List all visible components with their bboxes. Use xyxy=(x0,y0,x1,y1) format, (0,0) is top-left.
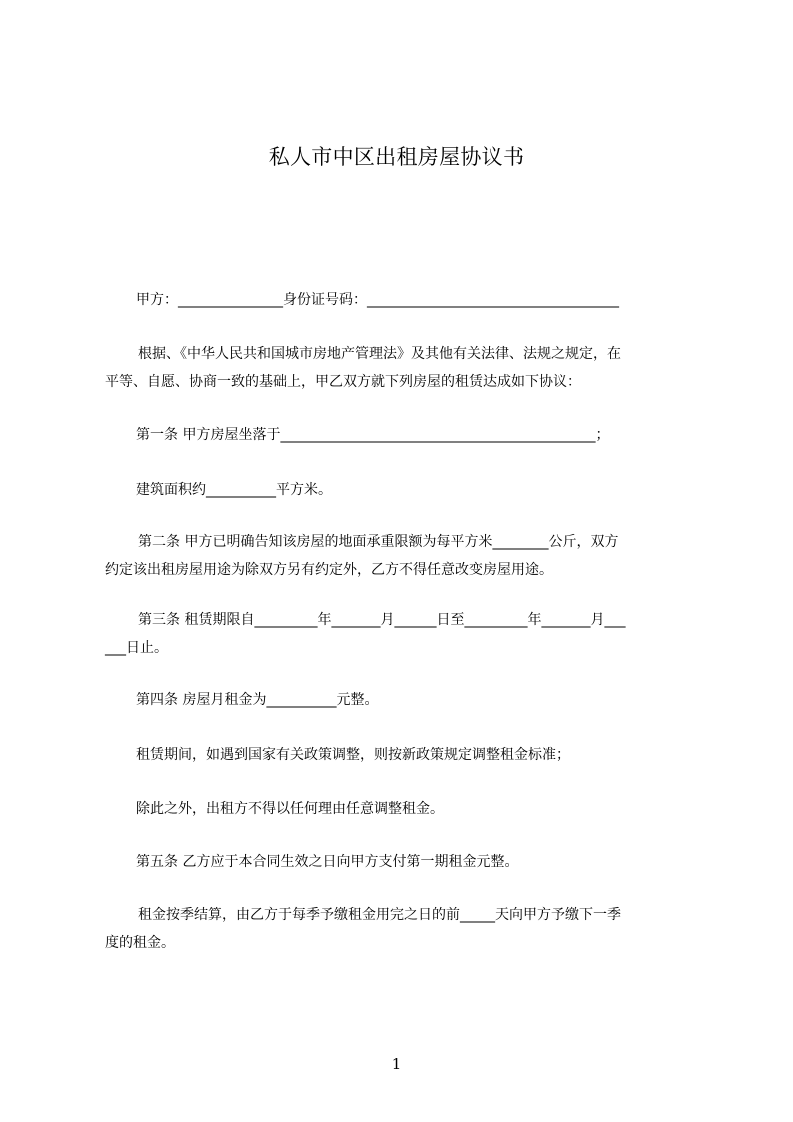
preamble-line-1: 根据、《中华人民共和国城市房地产管理法》及其他有关法律、法规之规定，在 xyxy=(138,346,621,362)
page-number: 1 xyxy=(391,1055,402,1073)
article-2-line-2: 约定该出租房屋用途为除双方另有约定外，乙方不得任意改变房屋用途。 xyxy=(105,562,553,578)
document-title: 私人市中区出租房屋协议书 xyxy=(268,145,525,169)
article-5-first-payment: 第五条 乙方应于本合同生效之日向甲方支付第一期租金元整。 xyxy=(136,854,519,870)
article-1-area: 建筑面积约__________平方米。 xyxy=(136,482,332,498)
party-a-id-line: 甲方：_______________身份证号码：____________________________________ xyxy=(136,292,619,308)
article-4-rent: 第四条 房屋月租金为__________元整。 xyxy=(136,692,379,708)
article-2-line-1: 第二条 甲方已明确告知该房屋的地面承重限额为每平方米________公斤，双方 xyxy=(138,534,619,550)
preamble-line-2: 平等、自愿、协商一致的基础上，甲乙双方就下列房屋的租赁达成如下协议： xyxy=(105,374,581,390)
article-3-line-1: 第三条 租赁期限自_________年_______月______日至_________年_______月___ xyxy=(138,612,626,628)
settlement-line-1: 租金按季结算，由乙方于每季予缴租金用完之日的前_____天向甲方予缴下一季 xyxy=(138,907,621,923)
settlement-line-2: 度的租金。 xyxy=(105,935,175,951)
rent-adjustment-policy: 租赁期间，如遇到国家有关政策调整，则按新政策规定调整租金标准； xyxy=(136,747,570,763)
article-1-location: 第一条 甲方房屋坐落于_____________________________________________； xyxy=(136,427,610,443)
article-3-line-2: ___日止。 xyxy=(105,640,168,656)
rent-adjustment-restriction: 除此之外，出租方不得以任何理由任意调整租金。 xyxy=(136,801,444,817)
